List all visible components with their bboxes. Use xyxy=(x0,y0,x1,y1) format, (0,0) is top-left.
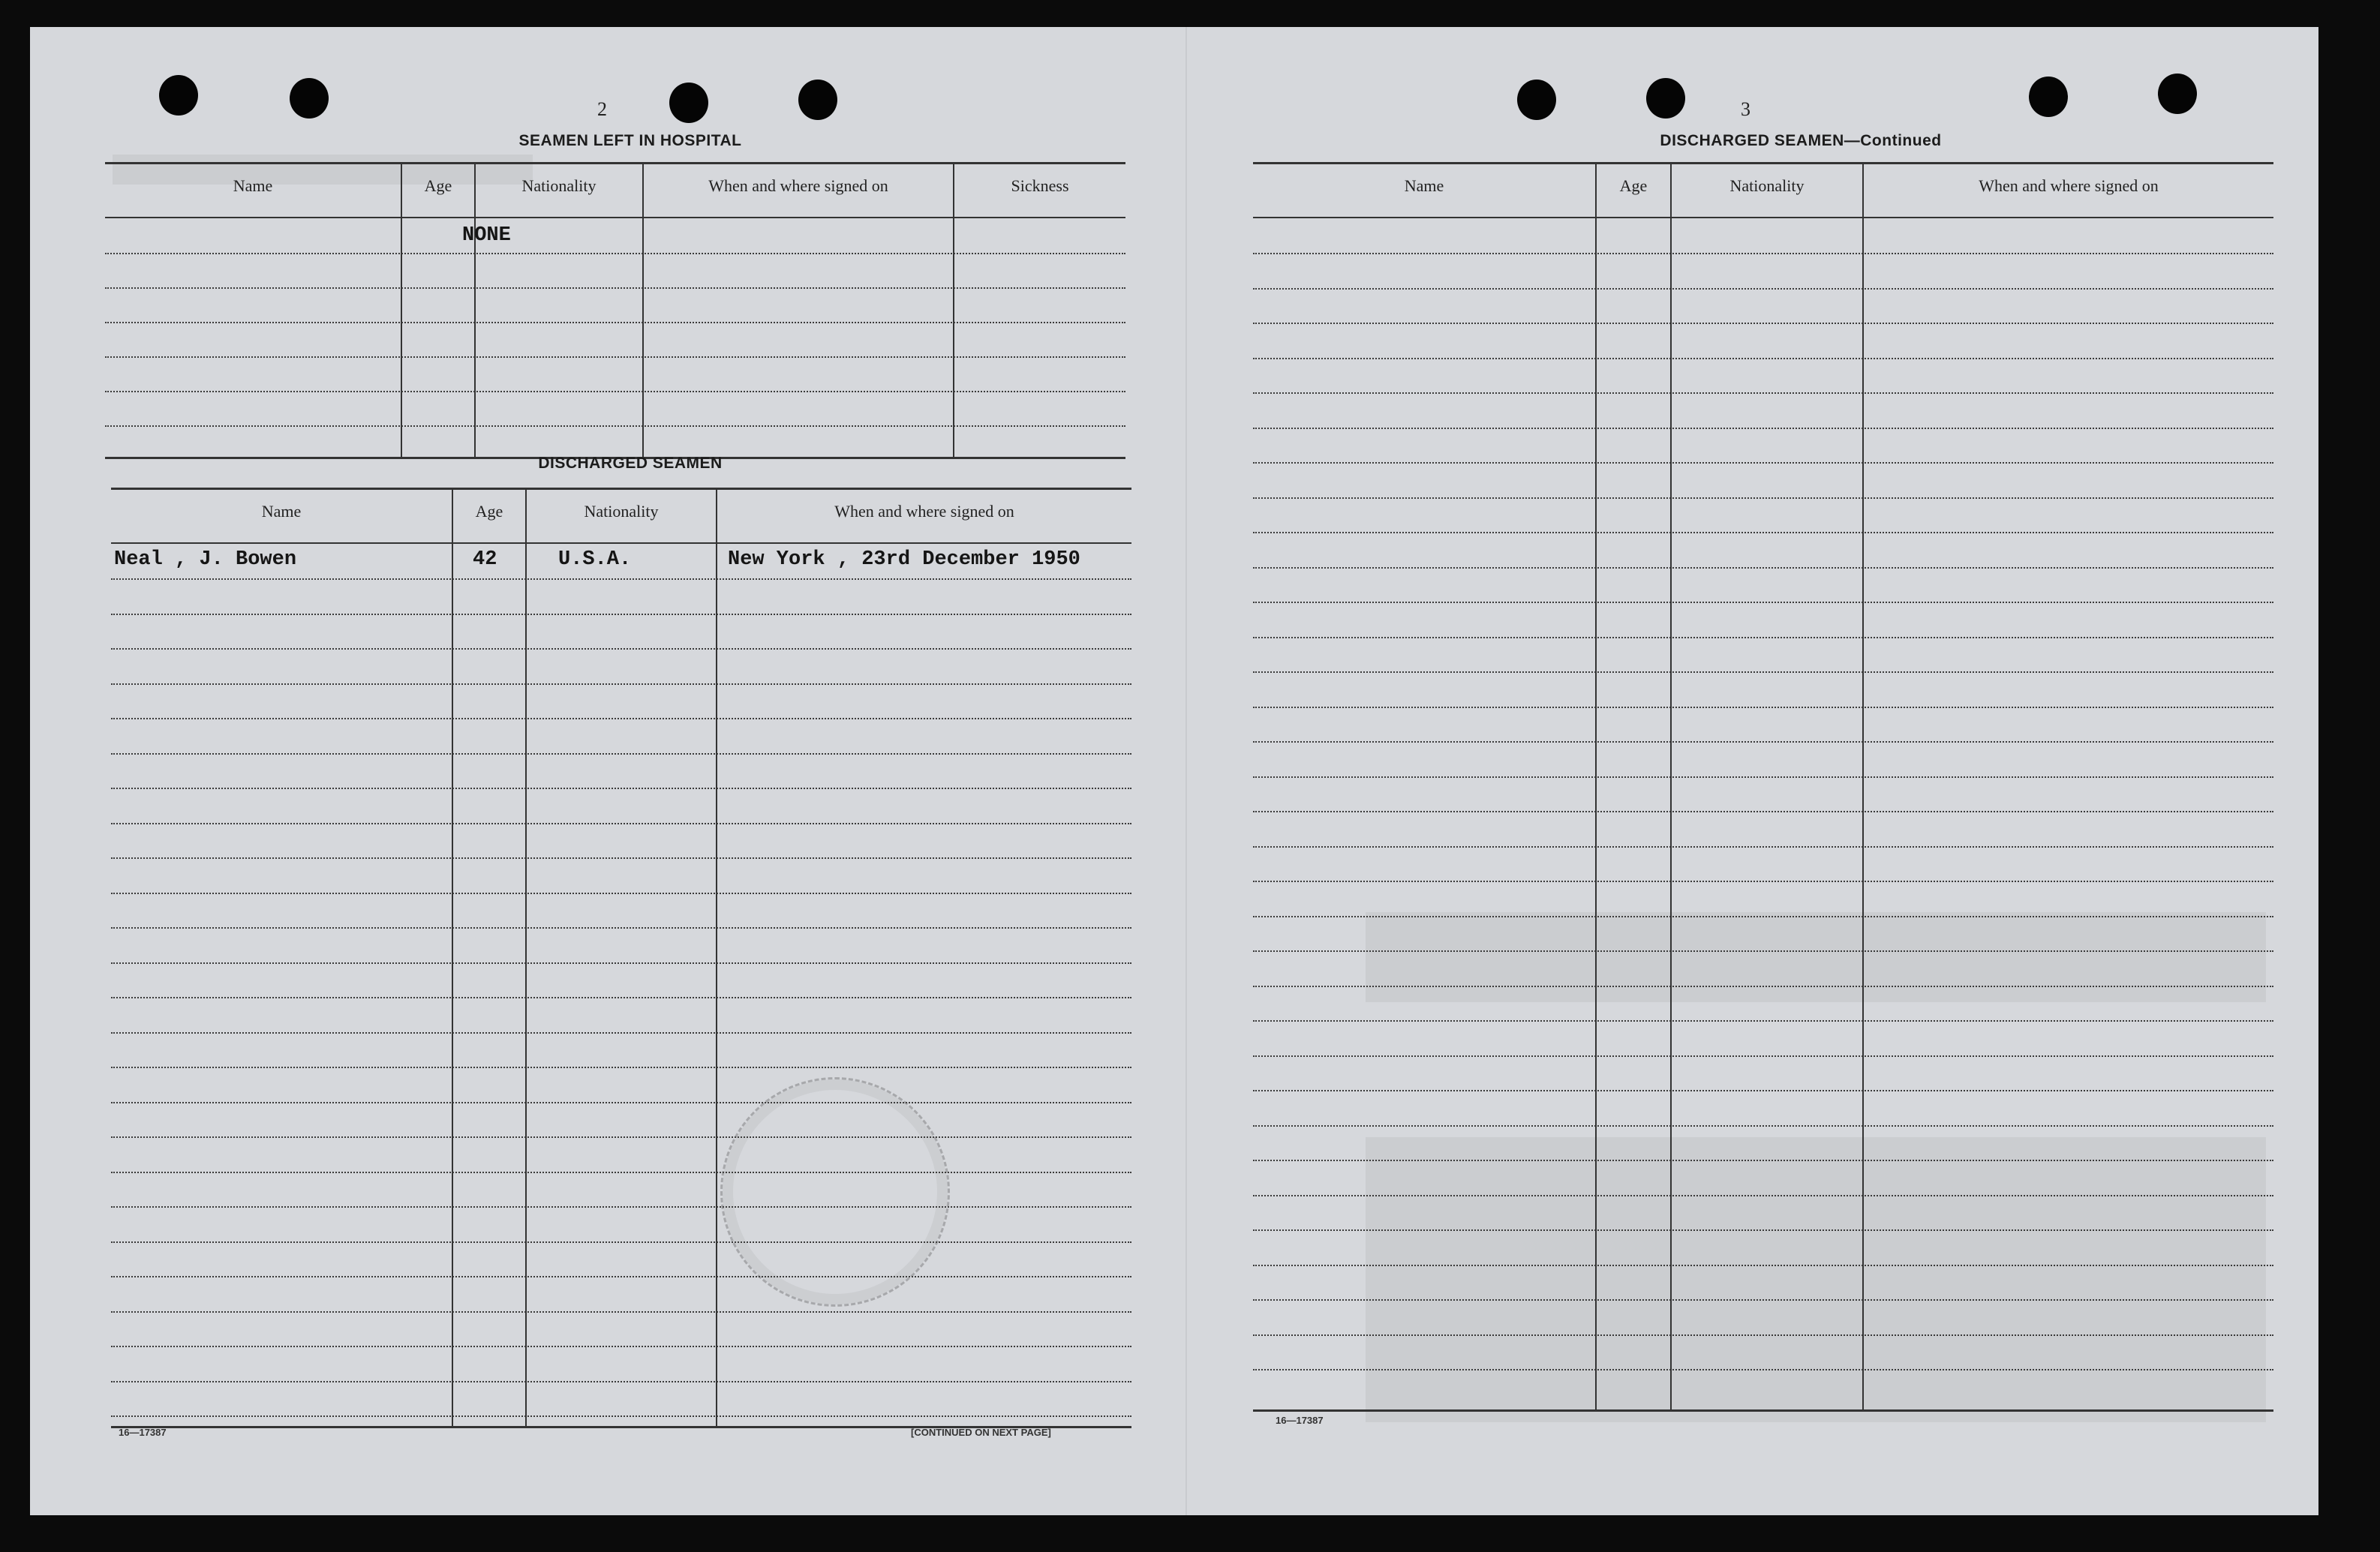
column-divider xyxy=(953,164,954,457)
table-row xyxy=(105,425,1125,427)
table-row xyxy=(111,614,1131,615)
column-header-age: Age xyxy=(475,502,503,521)
column-divider xyxy=(1595,164,1597,1409)
table-row xyxy=(1253,637,2273,638)
table-row xyxy=(1253,846,2273,848)
table-row xyxy=(1253,707,2273,708)
table-row xyxy=(111,1311,1131,1313)
table-row xyxy=(111,1276,1131,1277)
continued-table xyxy=(1253,162,2273,1412)
column-header-signed-on: When and where signed on xyxy=(1979,176,2159,195)
table-row xyxy=(105,287,1125,289)
table-row xyxy=(105,322,1125,323)
table-row xyxy=(1253,288,2273,290)
document-sheet xyxy=(30,27,2318,1515)
punch-hole xyxy=(290,78,329,119)
continued-section-title: DISCHARGED SEAMEN—Continued xyxy=(1660,132,1942,149)
table-row xyxy=(1253,428,2273,429)
seaman-signed-on: New York , 23rd December 1950 xyxy=(728,548,1080,571)
table-row xyxy=(1253,776,2273,778)
table-row xyxy=(1253,1055,2273,1057)
discharged-table-header xyxy=(111,490,1131,544)
discharged-table xyxy=(111,488,1131,1428)
table-row xyxy=(111,788,1131,789)
table-row xyxy=(1253,532,2273,533)
table-row xyxy=(111,927,1131,929)
table-row xyxy=(1253,323,2273,324)
page-number-left: 2 xyxy=(597,98,607,120)
discharged-section-title: DISCHARGED SEAMEN xyxy=(538,455,723,472)
punch-hole xyxy=(669,83,708,123)
hospital-entry-none: NONE xyxy=(462,224,511,247)
seaman-age: 42 xyxy=(473,548,497,571)
column-header-signed-on: When and where signed on xyxy=(708,176,888,195)
table-row xyxy=(1253,1334,2273,1336)
table-row xyxy=(111,962,1131,964)
table-row xyxy=(1253,1369,2273,1370)
table-row xyxy=(111,857,1131,859)
punch-hole xyxy=(2158,74,2197,114)
table-row xyxy=(1253,1160,2273,1161)
column-header-age: Age xyxy=(1619,176,1648,195)
table-row xyxy=(1253,811,2273,812)
table-row xyxy=(111,683,1131,685)
column-divider xyxy=(474,164,476,457)
table-row xyxy=(1253,358,2273,359)
table-row xyxy=(1253,1020,2273,1022)
table-row xyxy=(111,1415,1131,1417)
table-row xyxy=(111,823,1131,824)
column-header-nationality: Nationality xyxy=(521,176,597,195)
table-row xyxy=(1253,567,2273,569)
table-row xyxy=(1253,1195,2273,1196)
column-header-sickness: Sickness xyxy=(1011,176,1069,195)
table-row xyxy=(111,1381,1131,1382)
hospital-section-title: SEAMEN LEFT IN HOSPITAL xyxy=(518,132,742,149)
form-number-left: 16—17387 xyxy=(119,1427,167,1438)
table-row xyxy=(105,356,1125,358)
page-fold xyxy=(1185,27,1187,1515)
table-row xyxy=(111,1102,1131,1103)
column-divider xyxy=(642,164,644,457)
column-header-signed-on: When and where signed on xyxy=(834,502,1014,521)
table-row xyxy=(1253,986,2273,987)
table-row xyxy=(111,1032,1131,1034)
table-row xyxy=(1253,741,2273,743)
column-divider xyxy=(716,490,717,1426)
seaman-nationality: U.S.A. xyxy=(558,548,632,571)
table-row xyxy=(1253,950,2273,952)
table-row xyxy=(111,1136,1131,1138)
punch-hole xyxy=(159,75,198,116)
table-row xyxy=(1253,671,2273,673)
table-row xyxy=(1253,1229,2273,1231)
punch-hole xyxy=(798,80,837,120)
table-row xyxy=(111,997,1131,998)
page-number-right: 3 xyxy=(1741,98,1750,120)
table-row xyxy=(1253,497,2273,499)
column-divider xyxy=(1670,164,1672,1409)
table-row xyxy=(111,1067,1131,1068)
column-header-nationality: Nationality xyxy=(1729,176,1805,195)
punch-hole xyxy=(1517,80,1556,120)
table-row xyxy=(111,648,1131,650)
table-row xyxy=(111,718,1131,719)
column-header-name: Name xyxy=(233,176,273,195)
table-row xyxy=(111,1206,1131,1208)
hospital-table xyxy=(105,162,1125,459)
table-row xyxy=(1253,1090,2273,1091)
column-header-name: Name xyxy=(261,502,302,521)
punch-hole xyxy=(2029,77,2068,117)
table-row xyxy=(111,1172,1131,1173)
column-header-age: Age xyxy=(424,176,452,195)
column-divider xyxy=(525,490,527,1426)
table-row xyxy=(1253,916,2273,917)
form-number-right: 16—17387 xyxy=(1276,1415,1324,1426)
column-header-nationality: Nationality xyxy=(584,502,659,521)
table-row xyxy=(111,753,1131,755)
table-row xyxy=(1253,1265,2273,1266)
table-row xyxy=(105,253,1125,254)
column-header-name: Name xyxy=(1404,176,1444,195)
table-row xyxy=(111,578,1131,580)
table-row xyxy=(1253,462,2273,464)
table-row xyxy=(105,391,1125,392)
column-divider xyxy=(452,490,453,1426)
continued-table-header xyxy=(1253,164,2273,218)
table-row xyxy=(1253,392,2273,394)
table-row xyxy=(1253,1125,2273,1127)
table-row xyxy=(1253,602,2273,603)
table-row xyxy=(111,1346,1131,1347)
faded-stamp xyxy=(720,1077,950,1307)
column-divider xyxy=(1862,164,1864,1409)
hospital-table-header xyxy=(105,164,1125,218)
table-row xyxy=(1253,253,2273,254)
continued-note: [CONTINUED ON NEXT PAGE] xyxy=(911,1427,1051,1438)
table-row xyxy=(1253,881,2273,882)
punch-hole xyxy=(1646,78,1685,119)
table-row xyxy=(111,893,1131,894)
column-divider xyxy=(401,164,402,457)
table-row xyxy=(1253,1299,2273,1301)
table-row xyxy=(111,1241,1131,1243)
seaman-name: Neal , J. Bowen xyxy=(114,548,297,571)
